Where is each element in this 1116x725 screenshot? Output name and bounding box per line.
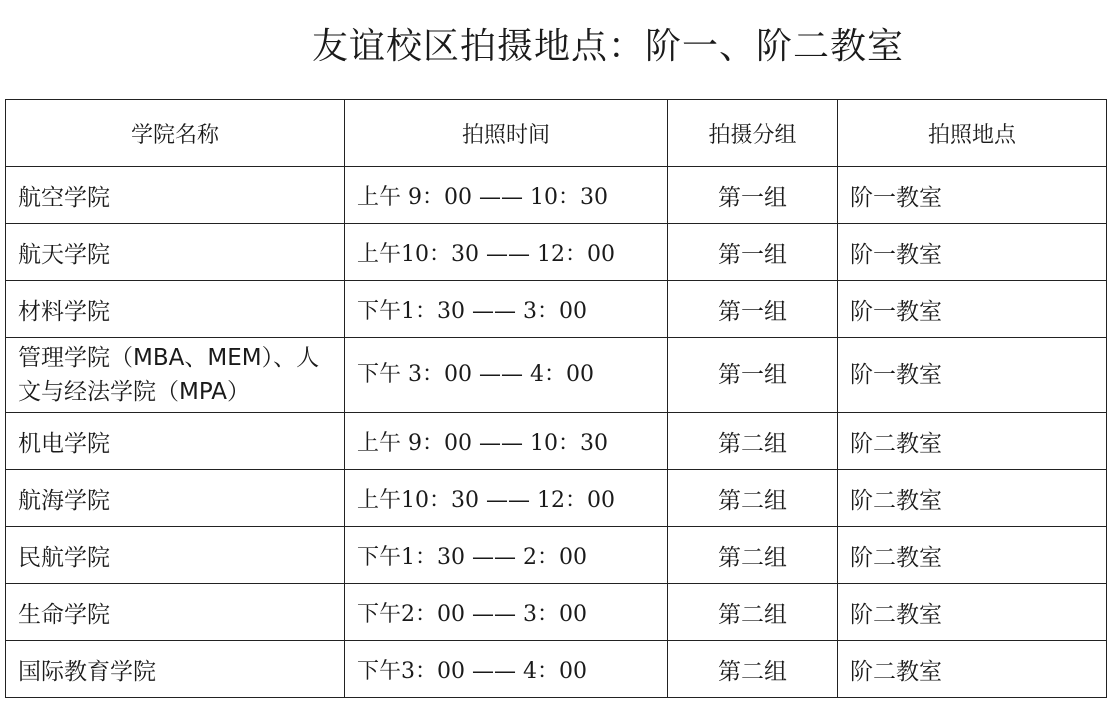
time-cell: 上午 9：00 —— 10：30	[345, 167, 668, 224]
location-cell: 阶二教室	[838, 527, 1107, 584]
location-cell: 阶一教室	[838, 167, 1107, 224]
header-group: 拍摄分组	[668, 100, 838, 167]
group-cell: 第一组	[668, 224, 838, 281]
college-cell: 管理学院（MBA、MEM）、人文与经法学院（MPA）	[6, 338, 345, 413]
time-cell: 上午10：30 —— 12：00	[345, 224, 668, 281]
location-cell: 阶二教室	[838, 413, 1107, 470]
college-cell: 航天学院	[6, 224, 345, 281]
location-cell: 阶一教室	[838, 281, 1107, 338]
table-row	[6, 281, 1107, 338]
college-cell: 国际教育学院	[6, 641, 345, 698]
college-cell: 航空学院	[6, 167, 345, 224]
page-title: 友谊校区拍摄地点：阶一、阶二教室	[312, 26, 905, 67]
college-cell: 航海学院	[6, 470, 345, 527]
table-header-row	[6, 100, 1107, 167]
location-cell: 阶二教室	[838, 641, 1107, 698]
group-cell: 第一组	[668, 281, 838, 338]
header-time: 拍照时间	[345, 100, 668, 167]
college-cell: 生命学院	[6, 584, 345, 641]
group-cell: 第二组	[668, 641, 838, 698]
time-cell: 上午 9：00 —— 10：30	[345, 413, 668, 470]
group-cell: 第一组	[668, 167, 838, 224]
location-cell: 阶一教室	[838, 338, 1107, 413]
college-cell: 民航学院	[6, 527, 345, 584]
location-cell: 阶二教室	[838, 584, 1107, 641]
location-cell: 阶二教室	[838, 470, 1107, 527]
header-location: 拍照地点	[838, 100, 1107, 167]
time-cell: 下午1：30 —— 2：00	[345, 527, 668, 584]
time-cell: 下午2：00 —— 3：00	[345, 584, 668, 641]
time-cell: 上午10：30 —— 12：00	[345, 470, 668, 527]
group-cell: 第二组	[668, 413, 838, 470]
table-row	[6, 338, 1107, 413]
college-cell: 机电学院	[6, 413, 345, 470]
college-cell: 材料学院	[6, 281, 345, 338]
location-cell: 阶一教室	[838, 224, 1107, 281]
table-row	[6, 527, 1107, 584]
table-row	[6, 413, 1107, 470]
time-cell: 下午3：00 —— 4：00	[345, 641, 668, 698]
table-row	[6, 470, 1107, 527]
header-college: 学院名称	[6, 100, 345, 167]
group-cell: 第一组	[668, 338, 838, 413]
group-cell: 第二组	[668, 527, 838, 584]
table-row	[6, 224, 1107, 281]
schedule-table	[5, 99, 1107, 698]
group-cell: 第二组	[668, 470, 838, 527]
table-row	[6, 641, 1107, 698]
group-cell: 第二组	[668, 584, 838, 641]
time-cell: 下午 3：00 —— 4：00	[345, 338, 668, 413]
table-row	[6, 584, 1107, 641]
time-cell: 下午1：30 —— 3：00	[345, 281, 668, 338]
table-row	[6, 167, 1107, 224]
